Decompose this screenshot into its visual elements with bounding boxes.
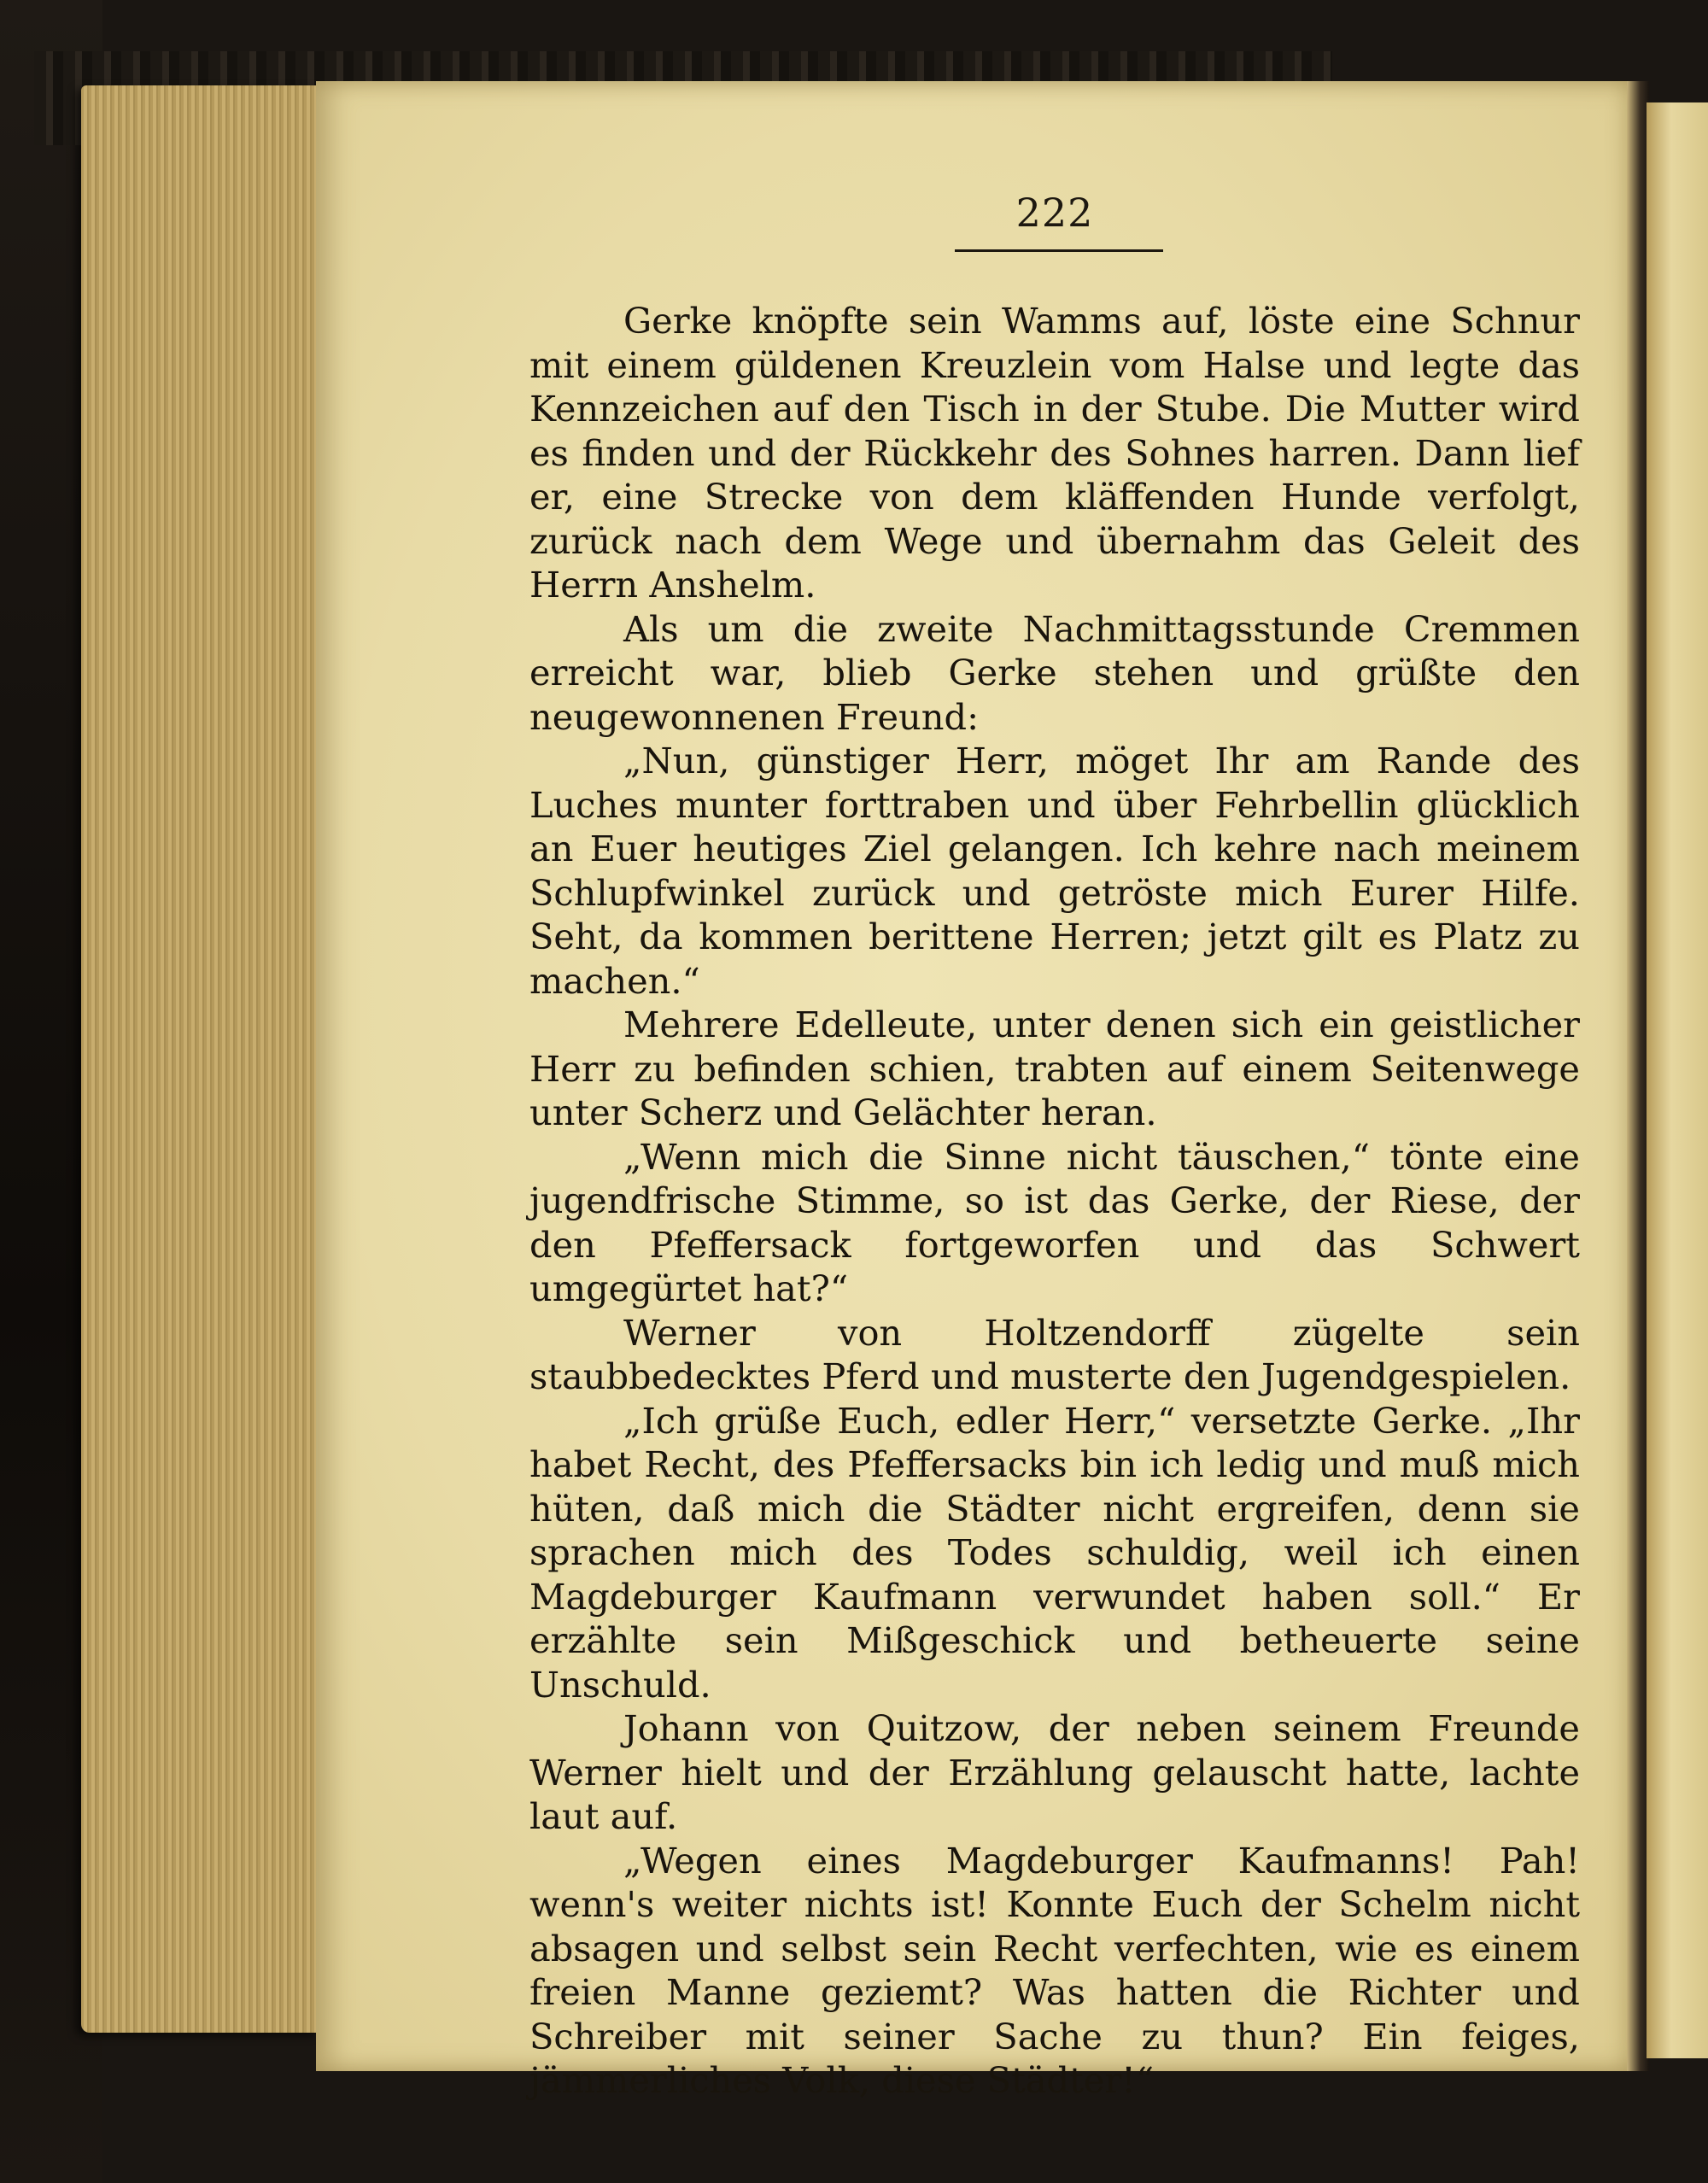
page-edge-stack: [81, 85, 320, 2033]
paragraph: Mehrere Edelleute, unter denen sich ein geistlicher Herr zu befinden schien, trabten auf einem Seitenwege unter Scherz und Gelächter heran.: [529, 1004, 1580, 1133]
paragraph: „Wenn mich die Sinne nicht täuschen,“ tönte eine jugendfrische Stimme, so ist das Gerke, der Riese, der den Pfeffersack fortgeworfen und das Schwert umgegürtet hat?“: [529, 1135, 1580, 1309]
paragraph: „Ich grüße Euch, edler Herr,“ versetzte Gerke. „Ihr habet Recht, des Pfeffersacks bin ich ledig und muß mich hüten, daß mich die Städter nicht ergreifen, denn sie sprachen mich des Todes schuldig, weil ich einen Magdeburger Kaufmann verwundet haben soll.“ Er erzählte sein Mißgeschick und betheuerte seine Unschuld.: [529, 1399, 1580, 1706]
paragraph: „Nun, günstiger Herr, möget Ihr am Rande des Luches munter forttraben und über Fehrbellin glücklich an Euer heutiges Ziel gelangen. Ich kehre nach meinem Schlupfwinkel zurück und getröste mich Eurer Hilfe. Seht, da kommen berittene Herren; jetzt gilt es Platz zu machen.“: [529, 740, 1580, 1002]
paragraph: Gerke knöpfte sein Wamms auf, löste eine Schnur mit einem güldenen Kreuzlein vom Halse und legte das Kennzeichen auf den Tisch in der Stube. Die Mutter wird es finden und der Rückkehr des Sohnes harren. Dann lief er, eine Strecke von dem kläffenden Hunde verfolgt, zurück nach dem Wege und übernahm das Geleit des Herrn Anshelm.: [529, 300, 1580, 606]
paragraph: Als um die zweite Nachmittagsstunde Cremmen erreicht war, blieb Gerke stehen und grüßte den neugewonnenen Freund:: [529, 607, 1580, 738]
page-number: 222: [1015, 190, 1094, 236]
paragraph: Johann von Quitzow, der neben seinem Freunde Werner hielt und der Erzählung gelauscht hatte, lachte laut auf.: [529, 1707, 1580, 1837]
paragraph: Werner von Holtzendorff zügelte sein staubbedecktes Pferd und musterte den Jugendgespielen.: [529, 1311, 1580, 1397]
body-text: [529, 299, 1580, 2103]
page-number-rule: [955, 249, 1163, 252]
facing-page-edge: [1647, 102, 1708, 2058]
paragraph: „Wegen eines Magdeburger Kaufmanns! Pah! wenn's weiter nichts ist! Konnte Euch der Schelm nicht absagen und selbst sein Recht verfechten, wie es einem freien Manne geziemt? Was hatten die Richter und Schreiber mit seiner Sache zu thun? Ein feiges, jämmerliches Volk, diese Städter!“: [529, 1839, 1580, 2101]
